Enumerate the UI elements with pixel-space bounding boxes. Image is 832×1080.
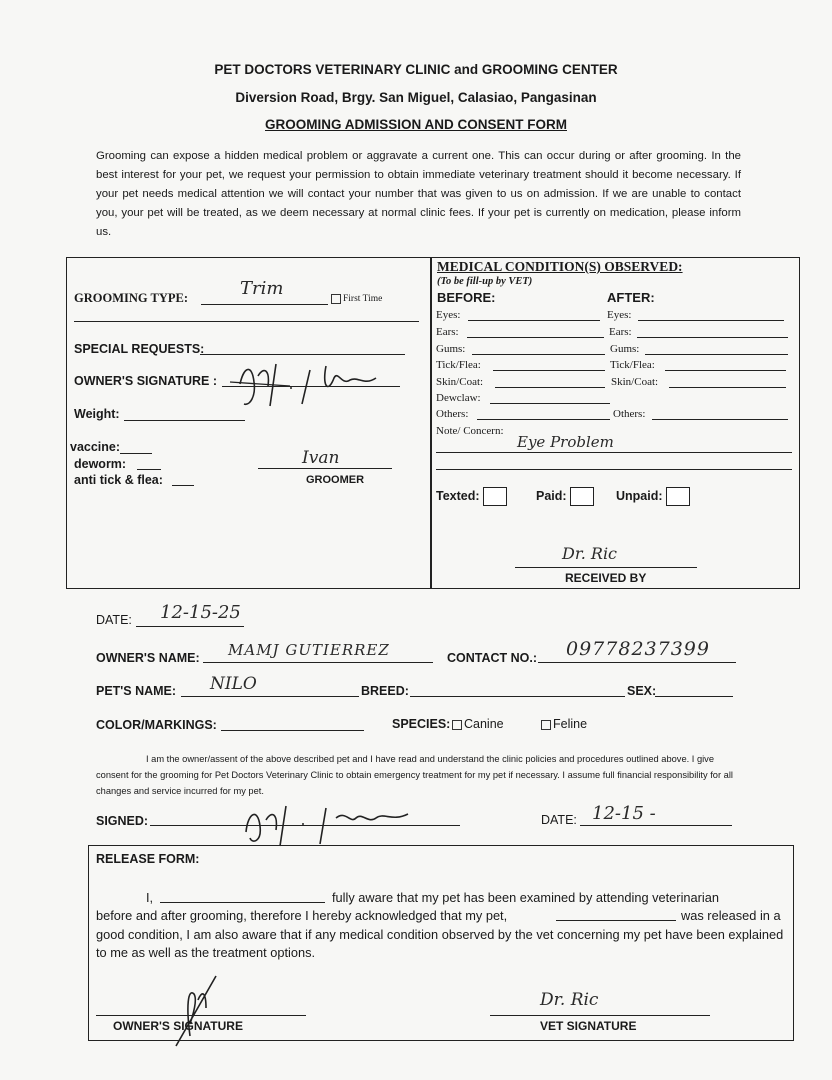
intro-paragraph: Grooming can expose a hidden medical problem or aggravate a current one. This can occur during or after grooming. In the best interest for your pet, we request your permission to obtain immediate veterinary treatment should it become necessary. If your pet needs medical attention we will contact your number that was given to us on admission. If we are unable to contact you, your pet will be treated, as we deem necessary at normal clinic fees. If your pet is currently on medication, please inform us. [96, 150, 741, 238]
grooming-panel [66, 257, 432, 589]
before-dewclaw-label: Dewclaw: [436, 392, 481, 404]
after-tick-label: Tick/Flea: [610, 359, 655, 371]
deworm-label: deworm: [74, 457, 127, 471]
before-tick-field[interactable] [493, 370, 605, 371]
before-ears-field[interactable] [467, 337, 604, 338]
weight-field[interactable] [124, 420, 245, 421]
vet-signature-label: VET SIGNATURE [540, 1019, 637, 1033]
clinic-address: Diversion Road, Brgy. San Miguel, Calasiao, Pangasinan [235, 90, 597, 105]
paid-option[interactable] [536, 487, 594, 506]
after-ears-field[interactable] [637, 337, 788, 338]
after-others-field[interactable] [652, 419, 788, 420]
vaccine-field[interactable] [120, 453, 152, 454]
before-label: BEFORE: [437, 290, 496, 305]
weight-label: Weight: [74, 407, 120, 421]
contact-field[interactable] [538, 662, 736, 663]
paid-label: Paid: [536, 488, 567, 503]
species-label: SPECIES: [392, 717, 451, 731]
anti-tick-field[interactable] [172, 485, 194, 486]
vet-signature-field[interactable] [490, 1015, 710, 1016]
note-line-1[interactable] [436, 452, 792, 453]
grooming-type-value: Trim [240, 278, 284, 299]
special-requests-label: SPECIAL REQUESTS: [74, 342, 205, 356]
groomer-field[interactable] [258, 468, 392, 469]
special-requests-field[interactable] [200, 354, 405, 355]
owner-signature-label: OWNER'S SIGNATURE : [74, 374, 218, 388]
species-canine[interactable] [452, 717, 504, 731]
received-by-label: RECEIVED BY [565, 571, 647, 585]
canine-label: Canine [464, 717, 504, 731]
received-by-value: Dr. Ric [562, 544, 618, 563]
before-eyes-label: Eyes: [436, 309, 461, 321]
breed-label: BREED: [361, 684, 409, 698]
canine-checkbox[interactable] [452, 720, 462, 730]
before-gums-field[interactable] [472, 354, 605, 355]
unpaid-option[interactable] [616, 487, 690, 506]
after-label: AFTER: [607, 290, 655, 305]
before-ears-label: Ears: [436, 326, 459, 338]
anti-tick-label: anti tick & flea: [74, 473, 163, 487]
vet-signature-value: Dr. Ric [540, 990, 599, 1010]
pet-name-value: NILO [210, 674, 257, 694]
first-time-label: First Time [343, 294, 383, 305]
note-value: Eye Problem [517, 433, 614, 451]
release-line3: good condition, I am also aware that if any medical condition observed by the vet concerning my pet have been explained to me as well as the treatment options. [96, 927, 784, 960]
medical-title: MEDICAL CONDITION(S) OBSERVED: [437, 259, 683, 274]
breed-field[interactable] [410, 696, 625, 697]
vaccine-label: vaccine: [70, 440, 121, 454]
before-tick-label: Tick/Flea: [436, 359, 481, 371]
after-others-label: Others: [613, 408, 646, 420]
clinic-name: PET DOCTORS VETERINARY CLINIC and GROOMING CENTER [214, 62, 618, 77]
release-line2-post: was released in a [681, 908, 781, 923]
pet-name-field[interactable] [181, 696, 359, 697]
color-label: COLOR/MARKINGS: [96, 718, 217, 732]
sex-field[interactable] [655, 696, 733, 697]
form-title: GROOMING ADMISSION AND CONSENT FORM [265, 117, 567, 132]
release-owner-signature-field[interactable] [96, 1015, 306, 1016]
after-eyes-field[interactable] [638, 320, 784, 321]
release-owner-signature-label: OWNER'S SIGNATURE [113, 1019, 243, 1033]
species-feline[interactable] [541, 717, 587, 731]
medical-subtitle: (To be fill-up by VET) [437, 276, 533, 287]
feline-label: Feline [553, 717, 588, 731]
before-eyes-field[interactable] [468, 320, 600, 321]
first-time-option[interactable] [331, 294, 382, 304]
signed-date-field[interactable] [580, 825, 732, 826]
signed-signature-mark [236, 798, 426, 848]
owner-name-value: MAMJ GUTIERREZ [228, 641, 390, 659]
release-owner-name-field[interactable] [160, 902, 325, 903]
texted-checkbox[interactable] [483, 487, 507, 506]
texted-label: Texted: [436, 488, 480, 503]
color-field[interactable] [221, 730, 364, 731]
owner-signature-mark [230, 356, 390, 412]
after-tick-field[interactable] [665, 370, 786, 371]
groomer-value: Ivan [302, 448, 340, 468]
release-line1-post: fully aware that my pet has been examined by attending veterinarian [332, 890, 719, 905]
signed-date-label: DATE: [541, 813, 577, 827]
after-gums-field[interactable] [645, 354, 788, 355]
after-eyes-label: Eyes: [607, 309, 632, 321]
texted-option[interactable] [436, 487, 507, 506]
unpaid-label: Unpaid: [616, 488, 663, 503]
before-others-label: Others: [436, 408, 469, 420]
date-label: DATE: [96, 613, 132, 627]
groomer-label: GROOMER [306, 474, 365, 486]
unpaid-checkbox[interactable] [666, 487, 690, 506]
release-line2-pre: before and after grooming, therefore I hereby acknowledged that my pet, [96, 908, 508, 923]
signed-date-value: 12-15 - [592, 803, 656, 824]
owner-name-label: OWNER'S NAME: [96, 651, 200, 665]
pet-name-label: PET'S NAME: [96, 684, 177, 698]
after-gums-label: Gums: [610, 343, 640, 355]
medical-panel [430, 257, 800, 589]
note-line-2[interactable] [436, 469, 792, 470]
contact-label: CONTACT NO.: [447, 651, 538, 665]
grooming-type-label: GROOMING TYPE: [74, 291, 189, 305]
before-others-field[interactable] [477, 419, 610, 420]
after-skin-field[interactable] [669, 387, 786, 388]
first-time-checkbox[interactable] [331, 294, 341, 304]
release-owner-signature-mark [170, 966, 250, 1050]
before-skin-label: Skin/Coat: [436, 376, 484, 388]
before-gums-label: Gums: [436, 343, 466, 355]
before-skin-field[interactable] [495, 387, 605, 388]
date-field[interactable] [136, 626, 244, 627]
release-line1-pre: I, [146, 890, 154, 905]
owner-name-field[interactable] [203, 662, 433, 663]
after-skin-label: Skin/Coat: [611, 376, 659, 388]
release-title: RELEASE FORM: [96, 852, 200, 866]
consent-text: I am the owner/assent of the above described pet and I have read and understand the clinic policies and procedures outlined above. I give consent for the grooming for Pet Doctors Veterinary Clinic to obtain emergency treatment for my pet if necessary. I assume full financial responsibility for all changes and service incurred for my pet. [96, 754, 733, 796]
date-value: 12-15-25 [160, 602, 241, 623]
grooming-type-field[interactable] [201, 304, 328, 305]
signed-label: SIGNED: [96, 814, 149, 828]
paid-checkbox[interactable] [570, 487, 594, 506]
before-dewclaw-field[interactable] [490, 403, 610, 404]
contact-value: 09778237399 [566, 638, 710, 660]
after-ears-label: Ears: [609, 326, 632, 338]
feline-checkbox[interactable] [541, 720, 551, 730]
sex-label: SEX: [627, 684, 657, 698]
deworm-field[interactable] [137, 469, 161, 470]
grooming-type-extra-line[interactable] [74, 321, 419, 322]
release-pet-name-field[interactable] [556, 920, 676, 921]
received-by-field[interactable] [515, 567, 697, 568]
note-label: Note/ Concern: [436, 425, 504, 437]
